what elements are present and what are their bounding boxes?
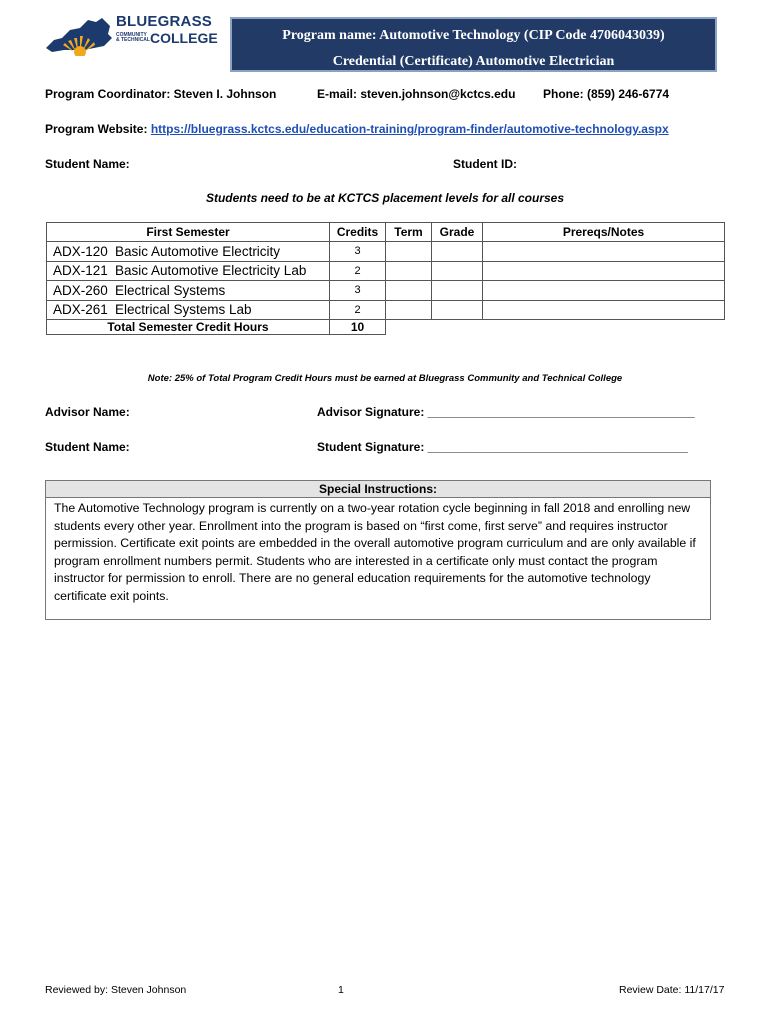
course-code: ADX-120	[53, 243, 108, 259]
kentucky-sunburst-icon	[44, 16, 114, 56]
website-label: Program Website:	[45, 122, 148, 136]
course-title: Basic Automotive Electricity Lab	[115, 263, 307, 279]
credential-name: Credential (Certificate) Automotive Electrician	[332, 54, 615, 69]
grade-cell[interactable]	[432, 300, 483, 320]
header-term: Term	[386, 223, 432, 242]
special-instructions-heading: Special Instructions:	[46, 481, 710, 498]
student-name-signature-label: Student Name:	[45, 440, 130, 454]
table-header-row	[47, 223, 725, 242]
coordinator-email: E-mail: steven.johnson@kctcs.edu	[317, 87, 516, 101]
notes-cell[interactable]	[483, 261, 725, 281]
term-cell[interactable]	[386, 242, 432, 262]
course-cell	[47, 281, 330, 301]
total-credits: 10	[330, 320, 386, 335]
course-title: Electrical Systems Lab	[115, 302, 252, 318]
placement-note: Students need to be at KCTCS placement levels for all courses	[205, 191, 565, 205]
course-cell	[47, 242, 330, 262]
program-name: Program name: Automotive Technology (CIP Code 4706043039)	[282, 28, 665, 43]
notes-cell[interactable]	[483, 281, 725, 301]
course-cell	[47, 261, 330, 281]
review-date: Review Date: 11/17/17	[619, 984, 725, 996]
term-cell[interactable]	[386, 300, 432, 320]
grade-cell[interactable]	[432, 281, 483, 301]
table-row	[47, 242, 725, 262]
course-code: ADX-260	[53, 282, 108, 298]
coordinator-phone: Phone: (859) 246-6774	[543, 87, 670, 101]
table-row	[47, 281, 725, 301]
program-coordinator: Program Coordinator: Steven I. Johnson	[45, 87, 277, 101]
table-row	[47, 300, 725, 320]
course-cell	[47, 300, 330, 320]
college-logo	[44, 14, 224, 56]
program-website	[45, 122, 669, 136]
total-label: Total Semester Credit Hours	[47, 320, 330, 335]
notes-cell[interactable]	[483, 242, 725, 262]
table-row	[47, 261, 725, 281]
course-credits: 2	[330, 261, 386, 281]
logo-name: BLUEGRASS	[116, 13, 212, 30]
special-instructions-box	[45, 480, 711, 620]
website-link[interactable]: https://bluegrass.kctcs.edu/education-training/program-finder/automotive-technology.aspx	[150, 122, 669, 136]
term-cell[interactable]	[386, 261, 432, 281]
grade-cell[interactable]	[432, 261, 483, 281]
page-number: 1	[338, 984, 344, 996]
course-title: Electrical Systems	[115, 282, 226, 298]
header-notes: Prereqs/Notes	[483, 223, 725, 242]
student-id-label: Student ID:	[453, 157, 517, 171]
header-semester: First Semester	[47, 223, 330, 242]
student-name-label: Student Name:	[45, 157, 130, 171]
student-signature-line[interactable]: Student Signature: _______________________________________	[317, 440, 688, 454]
course-credits: 3	[330, 242, 386, 262]
advisor-name-label: Advisor Name:	[45, 405, 130, 419]
residency-note: Note: 25% of Total Program Credit Hours must be earned at Bluegrass Community and Technical College	[147, 373, 623, 384]
course-credits: 3	[330, 281, 386, 301]
special-instructions-text: The Automotive Technology program is currently on a two-year rotation cycle beginning in fall 2018 and enrolling new students every other year. Enrollment into the program is based on “first come, first serve” and requires instructor permission. Certificate exit points are embedded in the overall automotive program curriculum and are only available if program enrollment numbers permit. Students who are interested in a certificate only must contact the program instructor for permission to enroll. There are no general education requirements for the automotive technology certificate exit points.	[54, 501, 696, 603]
header-credits: Credits	[330, 223, 386, 242]
table-total-row	[47, 320, 725, 335]
course-title: Basic Automotive Electricity	[115, 243, 281, 259]
grade-cell[interactable]	[432, 242, 483, 262]
header-grade: Grade	[432, 223, 483, 242]
course-code: ADX-261	[53, 302, 108, 318]
advisor-signature-line[interactable]: Advisor Signature: ________________________________________	[317, 405, 695, 419]
logo-college: COLLEGE	[150, 29, 218, 46]
course-credits: 2	[330, 300, 386, 320]
course-code: ADX-121	[53, 263, 108, 279]
notes-cell[interactable]	[483, 300, 725, 320]
reviewed-by: Reviewed by: Steven Johnson	[45, 984, 187, 996]
logo-sub: COMMUNITY & TECHNICAL	[116, 31, 150, 43]
program-banner	[230, 17, 717, 72]
term-cell[interactable]	[386, 281, 432, 301]
course-table	[46, 222, 725, 335]
